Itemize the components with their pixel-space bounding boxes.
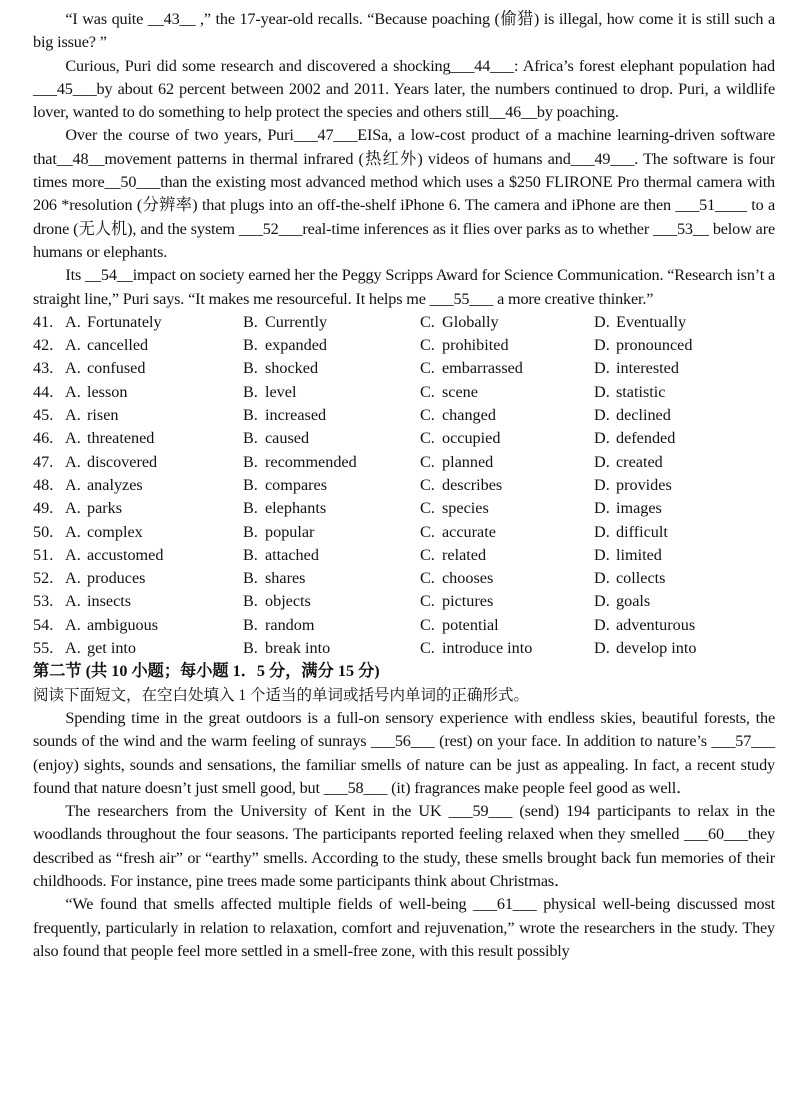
option-b (243, 404, 326, 427)
option-letter: C. (420, 545, 435, 564)
option-text: threatened (87, 429, 155, 448)
option-text: images (616, 499, 662, 518)
option-letter: A. (65, 452, 81, 471)
option-c (420, 567, 493, 590)
option-letter: D. (594, 639, 610, 658)
option-text: shocked (265, 359, 319, 378)
option-letter: A. (65, 615, 81, 634)
option-text: introduce into (442, 639, 533, 658)
option-b (243, 427, 309, 450)
option-letter: B. (243, 359, 258, 378)
option-a (65, 311, 162, 334)
option-letter: D. (594, 522, 610, 541)
option-text: created (616, 452, 663, 471)
passage-paragraph: Its __54__impact on society earned her the Peggy Scripps Award for Science Communication. “Research isn’t a straight line,” Puri says. “It makes me resourceful. It helps me ___55___ a more creative thinker.” (33, 266, 775, 308)
option-c (420, 474, 502, 497)
option-a (65, 567, 145, 590)
option-a (65, 637, 136, 660)
option-text: adventurous (616, 615, 696, 634)
option-d (594, 567, 665, 590)
option-letter: A. (65, 639, 81, 658)
question-number-text: 51. (33, 545, 54, 564)
option-text: species (442, 499, 489, 518)
question-option-row (33, 637, 775, 660)
option-letter: D. (594, 452, 610, 471)
option-c (420, 637, 532, 660)
option-text: complex (87, 522, 143, 541)
option-text: get into (87, 639, 137, 658)
option-letter: A. (65, 522, 81, 541)
passage-paragraph: “We found that smells affected multiple fields of well-being ___61___ physical well-being discussed most frequently, particularly in relation to relaxation, comfort and rejuvenation,” wrote the researchers in the study. They also found that people feel more settled in a smell-free zone, with this result possibly (33, 895, 775, 960)
option-text: increased (265, 406, 327, 425)
option-text: produces (87, 569, 146, 588)
exam-page (33, 8, 775, 963)
option-d (594, 451, 663, 474)
question-number (33, 474, 53, 497)
option-letter: C. (420, 569, 435, 588)
option-text: pictures (442, 592, 494, 611)
option-text: discovered (87, 452, 158, 471)
question-number-text: 43. (33, 359, 54, 378)
passage-paragraph: “I was quite __43__ ,” the 17-year-old recalls. “Because poaching (偷猎) is illegal, how come it is still such a big issue? ” (33, 10, 775, 52)
option-a (65, 544, 163, 567)
option-b (243, 590, 311, 613)
option-letter: D. (594, 592, 610, 611)
option-text: elephants (265, 499, 327, 518)
option-letter: C. (420, 475, 435, 494)
option-text: ambiguous (87, 615, 159, 634)
option-text: declined (616, 406, 671, 425)
option-d (594, 521, 668, 544)
question-option-row (33, 544, 775, 567)
passage-paragraph: Spending time in the great outdoors is a full-on sensory experience with endless skies, beautiful forests, the sounds of the wind and the warm feeling of sunrays ___56___ (rest) on your face. In addition to nature’s ___57___ (enjoy) sights, sounds and sensations, the familiar smells of nature can be just as appealing. In fact, a recent study found that nature doesn’t just smell good, but ___58___ (it) fragrances make people feel good as well． (33, 708, 775, 797)
option-letter: C. (420, 592, 435, 611)
option-b (243, 567, 305, 590)
question-number (33, 334, 53, 357)
question-number-text: 44. (33, 382, 54, 401)
option-a (65, 474, 143, 497)
option-letter: D. (594, 429, 610, 448)
option-text: limited (616, 545, 662, 564)
option-letter: D. (594, 312, 610, 331)
option-a (65, 334, 148, 357)
option-text: defended (616, 429, 676, 448)
option-letter: A. (65, 336, 81, 355)
option-text: difficult (616, 522, 668, 541)
section-2 (33, 660, 775, 963)
option-letter: A. (65, 475, 81, 494)
question-option-row (33, 404, 775, 427)
option-c (420, 590, 493, 613)
option-text: random (265, 615, 315, 634)
option-text: compares (265, 475, 328, 494)
option-letter: D. (594, 545, 610, 564)
option-text: potential (442, 615, 499, 634)
option-text: parks (87, 499, 123, 518)
option-text: lesson (87, 382, 128, 401)
option-d (594, 311, 686, 334)
option-b (243, 544, 319, 567)
option-b (243, 497, 326, 520)
option-letter: C. (420, 452, 435, 471)
option-letter: A. (65, 359, 81, 378)
option-letter: A. (65, 406, 81, 425)
question-number-text: 41. (33, 312, 54, 331)
question-number (33, 451, 53, 474)
option-b (243, 521, 314, 544)
option-d (594, 590, 650, 613)
option-c (420, 451, 493, 474)
option-text: accustomed (87, 545, 164, 564)
question-number-text: 50. (33, 522, 54, 541)
question-option-row (33, 614, 775, 637)
option-letter: D. (594, 336, 610, 355)
question-number-text: 48. (33, 475, 54, 494)
option-letter: A. (65, 499, 81, 518)
question-number (33, 357, 53, 380)
option-a (65, 404, 118, 427)
option-a (65, 497, 122, 520)
question-number (33, 567, 53, 590)
question-number-text: 54. (33, 615, 54, 634)
option-a (65, 427, 154, 450)
option-text: chooses (442, 569, 494, 588)
option-text: Globally (442, 312, 499, 331)
option-d (594, 474, 672, 497)
option-letter: D. (594, 359, 610, 378)
option-letter: A. (65, 382, 81, 401)
option-text: changed (442, 406, 496, 425)
question-number (33, 404, 53, 427)
option-letter: C. (420, 336, 435, 355)
option-letter: B. (243, 406, 258, 425)
question-number (33, 497, 53, 520)
question-number-text: 45. (33, 406, 54, 425)
option-d (594, 404, 671, 427)
option-c (420, 404, 496, 427)
option-d (594, 381, 665, 404)
option-letter: C. (420, 406, 435, 425)
option-a (65, 381, 127, 404)
question-option-row (33, 521, 775, 544)
option-text: risen (87, 406, 119, 425)
option-c (420, 427, 500, 450)
question-number (33, 637, 53, 660)
option-d (594, 497, 662, 520)
option-letter: B. (243, 312, 258, 331)
option-letter: A. (65, 569, 81, 588)
question-number-text: 53. (33, 592, 54, 611)
option-a (65, 614, 158, 637)
option-text: pronounced (616, 336, 693, 355)
option-text: expanded (265, 336, 328, 355)
option-a (65, 590, 131, 613)
option-c (420, 614, 499, 637)
option-letter: B. (243, 452, 258, 471)
option-letter: C. (420, 639, 435, 658)
option-text: provides (616, 475, 672, 494)
option-letter: C. (420, 615, 435, 634)
option-letter: B. (243, 429, 258, 448)
option-letter: C. (420, 382, 435, 401)
options-list (33, 311, 775, 660)
option-text: Eventually (616, 312, 687, 331)
question-number (33, 544, 53, 567)
option-d (594, 334, 692, 357)
option-text: interested (616, 359, 679, 378)
option-letter: D. (594, 615, 610, 634)
option-text: statistic (616, 382, 666, 401)
option-letter: D. (594, 475, 610, 494)
question-option-row (33, 567, 775, 590)
option-d (594, 637, 696, 660)
option-text: develop into (616, 639, 697, 658)
question-option-row (33, 381, 775, 404)
question-option-row (33, 357, 775, 380)
question-number (33, 427, 53, 450)
option-letter: B. (243, 336, 258, 355)
option-letter: B. (243, 639, 258, 658)
question-option-row (33, 474, 775, 497)
option-letter: A. (65, 429, 81, 448)
option-text: popular (265, 522, 315, 541)
option-b (243, 381, 296, 404)
question-number-text: 42. (33, 336, 54, 355)
option-letter: C. (420, 359, 435, 378)
section-instruction: 阅读下面短文，在空白处填入 1 个适当的单词或括号内单词的正确形式。 (33, 686, 530, 704)
option-b (243, 357, 318, 380)
option-text: shares (265, 569, 306, 588)
option-text: occupied (442, 429, 501, 448)
question-number (33, 590, 53, 613)
option-d (594, 357, 679, 380)
option-c (420, 497, 489, 520)
option-letter: C. (420, 499, 435, 518)
option-b (243, 474, 327, 497)
option-letter: B. (243, 545, 258, 564)
option-letter: B. (243, 475, 258, 494)
option-b (243, 311, 327, 334)
option-text: embarrassed (442, 359, 523, 378)
question-number (33, 614, 53, 637)
option-text: objects (265, 592, 311, 611)
option-letter: B. (243, 499, 258, 518)
option-text: planned (442, 452, 494, 471)
option-c (420, 311, 499, 334)
option-d (594, 614, 695, 637)
question-option-row (33, 590, 775, 613)
option-b (243, 334, 327, 357)
question-number-text: 52. (33, 569, 54, 588)
option-letter: C. (420, 522, 435, 541)
option-c (420, 334, 509, 357)
question-option-row (33, 427, 775, 450)
option-text: describes (442, 475, 503, 494)
option-letter: C. (420, 312, 435, 331)
option-d (594, 427, 675, 450)
option-text: recommended (265, 452, 357, 471)
option-text: cancelled (87, 336, 149, 355)
option-text: goals (616, 592, 651, 611)
option-letter: A. (65, 592, 81, 611)
question-option-row (33, 451, 775, 474)
option-a (65, 451, 157, 474)
question-number (33, 521, 53, 544)
option-text: Currently (265, 312, 328, 331)
question-number-text: 55. (33, 639, 54, 658)
question-option-row (33, 497, 775, 520)
section-title: 第二节 (共 10 小题；每小题 1．5 分，满分 15 分) (33, 662, 380, 681)
option-c (420, 521, 496, 544)
option-text: level (265, 382, 297, 401)
option-letter: A. (65, 545, 81, 564)
option-text: Fortunately (87, 312, 162, 331)
option-b (243, 637, 330, 660)
option-text: caused (265, 429, 310, 448)
passage-paragraph: Over the course of two years, Puri___47___EISa, a low-cost product of a machine learning-driven software that__48__movement patterns in thermal infrared (热红外) videos of humans and___49___. The software is four times more__50___than the existing most advanced method which uses a $250 FLIRONE Pro thermal camera with 206 *resolution (分辨率) that plugs into an off-the-shelf iPhone 6. The camera and iPhone are then ___51____ to a drone (无人机), and the system ___52___real-time inferences as it flies over parks as to whether ___53__ below are humans or elephants. (33, 126, 775, 261)
option-b (243, 451, 357, 474)
passage-paragraph: Curious, Puri did some research and discovered a shocking___44___: Africa’s forest elephant population had ___45___by about 62 percent between 2002 and 2011. Years later, the numbers continued to drop. Puri, a wildlife lover, wanted to do something to help protect the species and others still__46__by poaching. (33, 56, 775, 122)
question-option-row (33, 311, 775, 334)
option-text: attached (265, 545, 319, 564)
option-letter: B. (243, 569, 258, 588)
option-b (243, 614, 314, 637)
question-number-text: 47. (33, 452, 54, 471)
option-text: accurate (442, 522, 496, 541)
question-option-row (33, 334, 775, 357)
passage-paragraph: The researchers from the University of Kent in the UK ___59___ (send) 194 participants to relax in the woodlands throughout the four seasons. The participants reported feeling relaxed when they smelled ___60___they described as “fresh air” or “earthy” smells. According to the study, these smells brought back fun memories of their childhoods. For instance, pine trees made some participants think about Christmas． (33, 802, 775, 890)
option-text: analyzes (87, 475, 143, 494)
option-letter: B. (243, 522, 258, 541)
option-letter: B. (243, 615, 258, 634)
question-number-text: 46. (33, 429, 54, 448)
question-number (33, 381, 53, 404)
option-letter: B. (243, 592, 258, 611)
question-number (33, 311, 53, 334)
option-letter: B. (243, 382, 258, 401)
option-d (594, 544, 662, 567)
option-letter: D. (594, 382, 610, 401)
option-letter: C. (420, 429, 435, 448)
option-a (65, 357, 145, 380)
option-c (420, 544, 486, 567)
option-text: collects (616, 569, 666, 588)
option-text: insects (87, 592, 132, 611)
option-text: scene (442, 382, 478, 401)
option-letter: D. (594, 569, 610, 588)
option-text: confused (87, 359, 146, 378)
option-c (420, 381, 478, 404)
option-a (65, 521, 143, 544)
option-letter: D. (594, 499, 610, 518)
option-text: related (442, 545, 487, 564)
option-letter: A. (65, 312, 81, 331)
option-letter: D. (594, 406, 610, 425)
option-c (420, 357, 523, 380)
passage-cloze (33, 8, 775, 311)
option-text: break into (265, 639, 331, 658)
question-number-text: 49. (33, 499, 54, 518)
option-text: prohibited (442, 336, 509, 355)
